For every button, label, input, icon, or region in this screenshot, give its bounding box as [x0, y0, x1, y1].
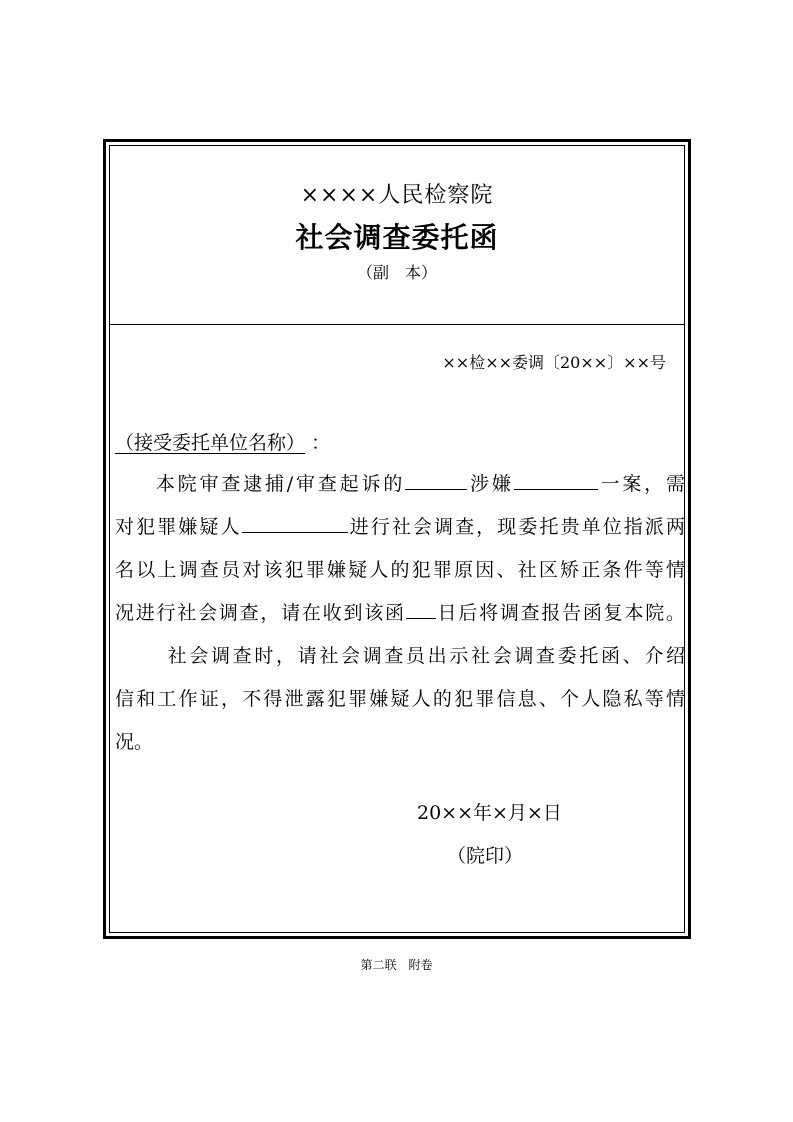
body-line-7: 况。 — [115, 731, 154, 753]
blank-charge — [514, 488, 598, 490]
addressee — [115, 428, 330, 455]
body-line-3: 名以上调查员对该犯罪嫌疑人的犯罪原因、社区矫正条件等情 — [115, 559, 685, 581]
body-line-5: 社会调查时，请社会调查员出示社会调查委托函、介绍 — [165, 645, 685, 667]
body-line-6: 信和工作证，不得泄露犯罪嫌疑人的犯罪信息、个人隐私等情 — [115, 688, 685, 710]
blank-suspect-name — [405, 488, 467, 490]
court-seal-label: （院印） — [447, 845, 524, 867]
blank-days — [406, 617, 436, 619]
signature-date: 20××年×月×日 — [417, 802, 562, 824]
document-title: 社会调查委托函 — [295, 221, 499, 254]
addressee-colon: ： — [311, 432, 331, 454]
document-number: ××检××委调〔20××〕××号 — [442, 353, 666, 372]
org-name: ××××人民检察院 — [300, 183, 494, 208]
body-line-2: 对犯罪嫌疑人 进行社会调查，现委托贵单位指派两 — [115, 516, 685, 538]
blank-suspect — [242, 531, 348, 533]
document-frame — [103, 139, 691, 939]
copy-label: （副 本） — [356, 263, 437, 282]
addressee-label: （接受委托单位名称） — [115, 432, 306, 454]
footer-copy-note: 第二联 附卷 — [360, 958, 433, 972]
body-line-1: 本院审查逮捕/审查起诉的 涉嫌 一案，需 — [153, 473, 685, 495]
document-inner-border — [109, 145, 685, 933]
header-divider — [110, 324, 684, 325]
body-line-4: 况进行社会调查，请在收到该函 日后将调查报告函复本院。 — [115, 602, 685, 624]
